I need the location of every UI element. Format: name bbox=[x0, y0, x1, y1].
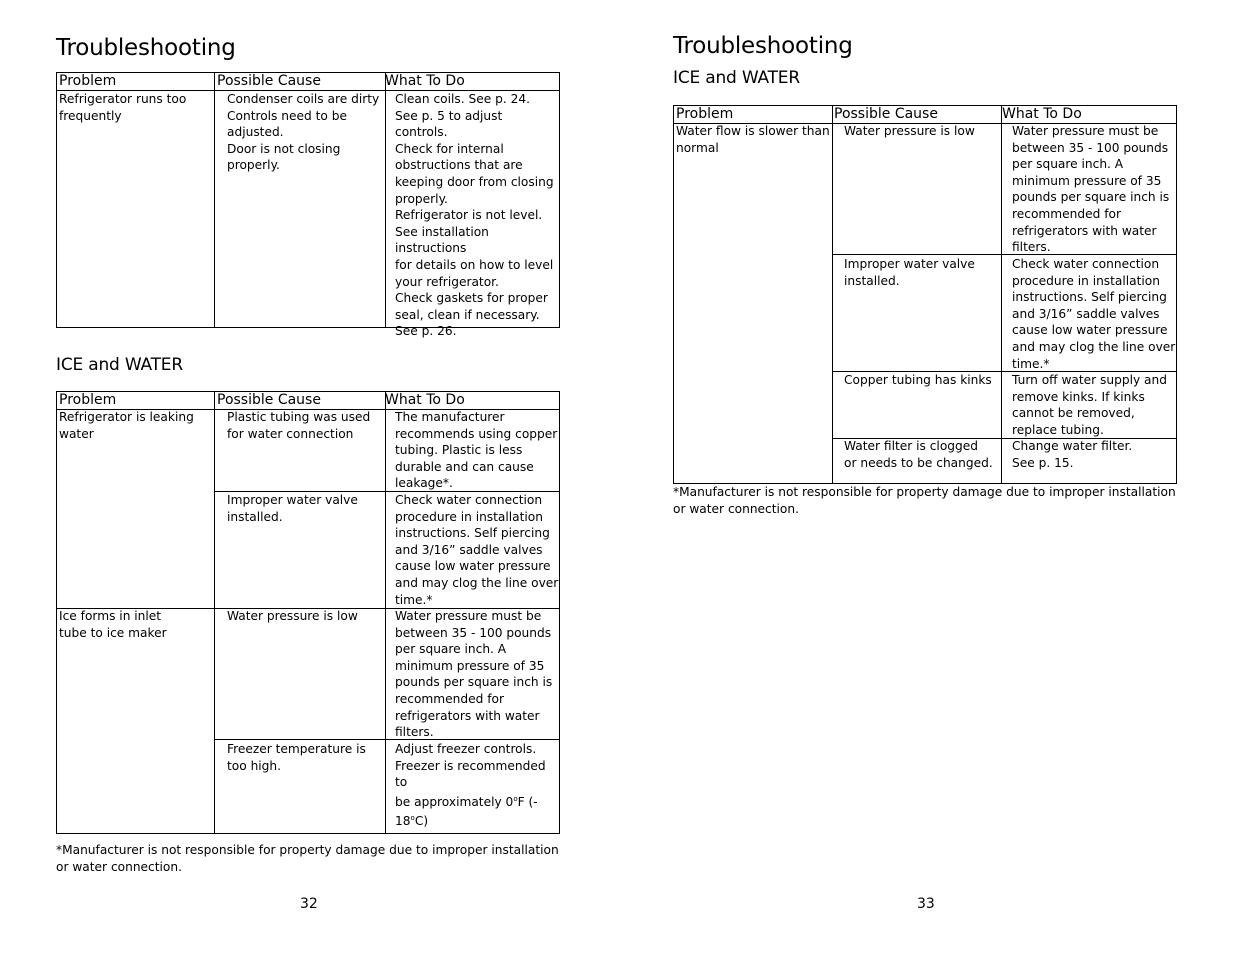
column-divider bbox=[214, 73, 215, 327]
header-what-to-do: What To Do bbox=[385, 73, 465, 89]
header-possible-cause: Possible Cause bbox=[217, 392, 321, 408]
cell-cause: Copper tubing has kinks bbox=[844, 373, 992, 387]
cell-cause: Freezer temperature is too high. bbox=[227, 742, 366, 773]
liability-note: *Manufacturer is not responsible for property damage due to improper installation or water connection. bbox=[56, 843, 559, 874]
section-subtitle: ICE and WATER bbox=[56, 355, 183, 375]
troubleshooting-table-ice-water bbox=[56, 391, 560, 834]
cell-cause: Plastic tubing was used for water connection bbox=[227, 410, 371, 441]
cell-problem: Water flow is slower than normal bbox=[676, 124, 830, 155]
cell-action: Water pressure must be between 35 - 100 pounds per square inch. A minimum pressure of 35 pounds per square inch is recommended for refrigerators with water filters. bbox=[1012, 124, 1170, 255]
header-possible-cause: Possible Cause bbox=[217, 73, 321, 89]
column-divider bbox=[832, 106, 833, 483]
cell-cause: Water filter is clogged or needs to be changed. bbox=[844, 439, 993, 470]
page-number: 33 bbox=[917, 896, 935, 912]
header-problem: Problem bbox=[676, 106, 734, 122]
table-header bbox=[57, 392, 559, 410]
degree-mark: o bbox=[410, 814, 415, 823]
cell-action: Clean coils. See p. 24. See p. 5 to adjust controls. Check for internal obstructions that are keeping door from closing properly. Refrigerator is not level. See installation instructions for details on how to level your refrigerator. Check gaskets for proper seal, clean if necessary. See p. 26. bbox=[395, 92, 554, 339]
header-problem: Problem bbox=[59, 73, 117, 89]
cell-action bbox=[393, 741, 561, 830]
troubleshooting-table-ice-water bbox=[673, 105, 1177, 484]
right-page bbox=[673, 0, 1179, 954]
header-possible-cause: Possible Cause bbox=[834, 106, 938, 122]
action-text: F (- 18 bbox=[395, 794, 538, 829]
cell-problem: Refrigerator runs too frequently bbox=[59, 92, 187, 123]
liability-note: *Manufacturer is not responsible for property damage due to improper installation or water connection. bbox=[673, 485, 1176, 516]
page-title: Troubleshooting bbox=[56, 35, 236, 61]
cell-cause: Condenser coils are dirty Controls need to be adjusted. Door is not closing properly. bbox=[227, 92, 380, 173]
header-what-to-do: What To Do bbox=[385, 392, 465, 408]
table-header bbox=[57, 73, 559, 91]
column-divider bbox=[214, 392, 215, 833]
troubleshooting-table-general bbox=[56, 72, 560, 339]
action-text: C) bbox=[414, 814, 429, 829]
cell-problem: Ice forms in inlet tube to ice maker bbox=[59, 609, 167, 640]
cell-cause: Improper water valve installed. bbox=[844, 257, 975, 288]
cell-cause: Improper water valve installed. bbox=[227, 493, 358, 524]
cell-action: Check water connection procedure in installation instructions. Self piercing and 3/16” saddle valves cause low water pressure and may clog the line over time.* bbox=[395, 493, 559, 607]
page-title: Troubleshooting bbox=[673, 33, 853, 59]
action-text: Adjust freezer controls. Freezer is recommended to be approximately 0 bbox=[395, 742, 546, 809]
header-problem: Problem bbox=[59, 392, 117, 408]
cell-action: Water pressure must be between 35 - 100 pounds per square inch. A minimum pressure of 35 pounds per square inch is recommended for refrigerators with water filters. bbox=[395, 609, 553, 740]
header-what-to-do: What To Do bbox=[1002, 106, 1082, 122]
cell-action: Turn off water supply and remove kinks. If kinks cannot be removed, replace tubing. bbox=[1012, 373, 1167, 437]
column-divider bbox=[1001, 106, 1002, 483]
cell-cause: Water pressure is low bbox=[227, 609, 358, 623]
cell-action: Change water filter. See p. 15. bbox=[1012, 439, 1133, 470]
cell-cause: Water pressure is low bbox=[844, 124, 975, 138]
page-number: 32 bbox=[300, 896, 318, 912]
cell-action: Check water connection procedure in installation instructions. Self piercing and 3/16” saddle valves cause low water pressure and may clog the line over time.* bbox=[1012, 257, 1176, 371]
table-header bbox=[674, 106, 1176, 124]
section-subtitle: ICE and WATER bbox=[673, 68, 800, 88]
cell-action: The manufacturer recommends using copper tubing. Plastic is less durable and can cause leakage*. bbox=[395, 410, 558, 491]
left-page bbox=[56, 0, 562, 954]
cell-problem: Refrigerator is leaking water bbox=[59, 410, 194, 441]
degree-mark: o bbox=[513, 794, 518, 803]
